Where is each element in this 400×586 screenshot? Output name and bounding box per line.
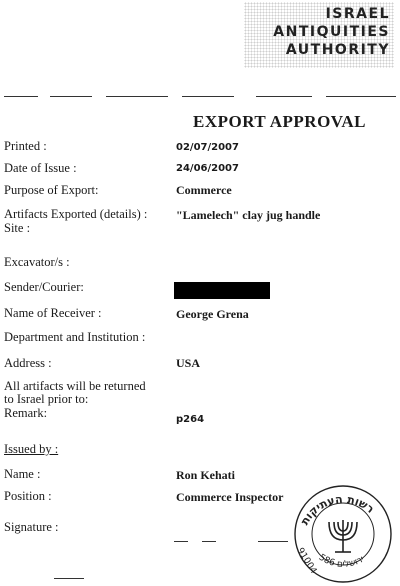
svg-text:ירושלים 586 [317, 553, 366, 570]
artifacts-label: Artifacts Exported (details) : [4, 207, 148, 221]
site-label: Site : [4, 221, 31, 235]
header-rule [4, 96, 38, 97]
remark-label: Remark: [4, 406, 48, 420]
position-value: Commerce Inspector [176, 490, 284, 504]
official-stamp [288, 476, 398, 586]
header-rule [50, 96, 92, 97]
department-label: Department and Institution : [4, 330, 146, 344]
header-rule [106, 96, 168, 97]
returned-label-line2: to Israel prior to: [4, 392, 89, 406]
signature-line [174, 541, 188, 542]
signature-label: Signature : [4, 520, 59, 534]
name-label: Name : [4, 467, 41, 481]
header-rule [256, 96, 312, 97]
position-label: Position : [4, 489, 52, 503]
stamp-bottom-text: ירושלים 586 [316, 552, 367, 570]
signature-line [258, 541, 288, 542]
stamp-top-text: רשות העתיקות [298, 492, 377, 528]
receiver-label: Name of Receiver : [4, 306, 102, 320]
remark-value: p264 [176, 414, 205, 425]
purpose-value: Commerce [176, 183, 232, 197]
issued-by-label: Issued by : [4, 442, 59, 456]
authority-logo [244, 2, 394, 68]
stamp-number: 91004 [294, 546, 319, 576]
header-rule [326, 96, 396, 97]
logo-line-2: ANTIQUITIES [273, 24, 390, 40]
purpose-label: Purpose of Export: [4, 183, 99, 197]
receiver-value: George Grena [176, 307, 249, 321]
address-label: Address : [4, 356, 52, 370]
document-title: EXPORT APPROVAL [193, 112, 366, 131]
logo-line-3: AUTHORITY [285, 42, 390, 58]
printed-label: Printed : [4, 139, 47, 153]
returned-label-line1: All artifacts will be returned [4, 379, 146, 393]
date-of-issue-label: Date of Issue : [4, 161, 77, 175]
name-value: Ron Kehati [176, 468, 236, 482]
address-value: USA [176, 356, 201, 370]
date-of-issue-value: 24/06/2007 [176, 163, 239, 174]
artifacts-value: "Lamelech" clay jug handle [176, 208, 321, 222]
redacted-sender [174, 282, 270, 299]
logo-line-1: ISRAEL [325, 6, 390, 22]
menorah-icon [329, 520, 357, 552]
sender-label: Sender/Courier: [4, 280, 84, 294]
footer-mark [54, 578, 84, 579]
excavators-label: Excavator/s : [4, 255, 70, 269]
signature-line [202, 541, 216, 542]
header-rule [182, 96, 234, 97]
printed-value: 02/07/2007 [176, 142, 239, 153]
